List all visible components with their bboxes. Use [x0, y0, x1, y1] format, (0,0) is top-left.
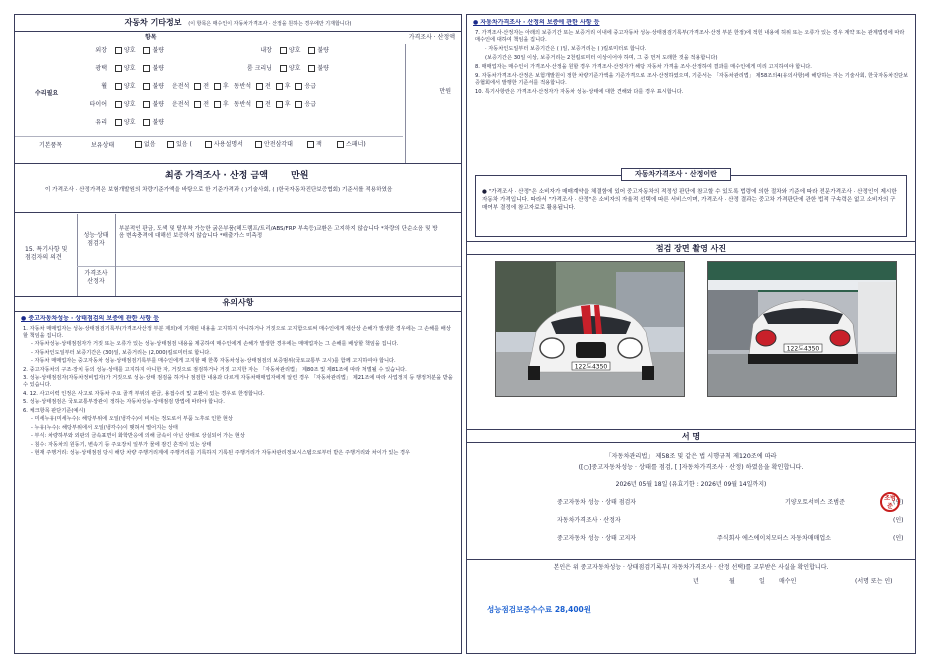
- caution-item: 4. 12. 사고이력 인정은 사고로 자동차 주요 골격 부위의 판금, 용접수리 및 교환이 있는 경우로 한정합니다.: [23, 390, 265, 397]
- seal-mark: (인): [893, 517, 904, 524]
- opt-label: 불량: [152, 101, 165, 108]
- opt-label: 응급: [304, 101, 317, 108]
- row-label: 운전석: [171, 83, 190, 90]
- signer-name: 주식회사 에스에이치모터스 자동차매매업소: [717, 535, 831, 542]
- opt-label: 불량: [317, 65, 329, 72]
- col-price-header: 가격조사 · 산정액: [408, 34, 455, 41]
- opt-label: 양호: [123, 101, 136, 108]
- caution-item: 3. 성능·상태점검자(자동차정비업자)가 거짓으로 성능·상태 점검을 하거나 점검한 내용과 다르게 자동차매매업자에게 알린 경우 「자동차관리법」 제21조에 따라 사업정지 등 행정처분을 받을 수 있습니다.: [23, 375, 453, 389]
- front-checkbox[interactable]: [256, 83, 271, 90]
- opt-label: 잭: [316, 141, 322, 148]
- inspector-seal-stamp: [880, 492, 900, 512]
- row-label: 외장: [95, 47, 107, 54]
- emergency-checkbox[interactable]: [295, 101, 316, 108]
- caution-item: - 자동차 매매업자는 중고자동차 성능·상태점검기록부를 매수인에게 고지할 때 한쪽 자동차성능·상태점검의 보증범위(국토교통부 고시)를 함께 고지하여야 합니다.: [31, 358, 396, 365]
- repair-row-tire: [77, 101, 407, 109]
- inspector-label: 성능·상태 점검자: [83, 232, 109, 247]
- row-label: 유리: [95, 119, 107, 126]
- seal-mark: (인): [893, 499, 904, 506]
- opt-label: 후: [284, 101, 291, 108]
- other-info-title: 자동차 기타정보: [124, 18, 182, 27]
- signature-law-line2: ([○]중고자동차성능 · 상태를 점검, [ ]자동차가격조사 · 산정) 하였음을 확인합니다.: [578, 464, 804, 471]
- bad-checkbox[interactable]: [143, 65, 164, 72]
- signature-law-line1: 「자동차관리법」 제58조 및 같은 법 시행규칙 제120조에 따라: [605, 453, 777, 460]
- repair-row-glass: [77, 119, 397, 127]
- warranty-fee-text: 성능점검보증수수료 28,400원: [487, 605, 592, 614]
- other-info-table: [15, 32, 461, 164]
- opt-label: 양호: [123, 65, 136, 72]
- basic-items-label: 기본품목: [39, 142, 63, 149]
- photo-section-title: 점검 장면 촬영 사진: [467, 241, 915, 255]
- opt-label: 전: [203, 101, 210, 108]
- rear-checkbox[interactable]: [276, 101, 291, 108]
- inspection-record-page: [14, 14, 916, 654]
- special-notes-label: 15. 특기사항 및 점검자의 의견: [25, 246, 68, 261]
- rear-car-photo: [707, 261, 897, 397]
- rear-checkbox[interactable]: [276, 83, 291, 90]
- rear-checkbox[interactable]: [214, 101, 229, 108]
- caution-list: [21, 326, 455, 458]
- warranty-section: [473, 19, 909, 145]
- warranty-item: 10. 특기사항란은 가격조사·산정자가 자동차 성능·상태에 대한 견해와 다를 경우 표시합니다.: [475, 88, 684, 95]
- opt-label: 양호: [123, 47, 136, 54]
- bad-checkbox[interactable]: [143, 83, 164, 90]
- front-car-image: [496, 262, 685, 397]
- receipt-year: 년: [693, 578, 699, 585]
- repair-needed-label: 수리필요: [35, 90, 59, 97]
- opt-label: 불량: [152, 47, 165, 54]
- good-checkbox[interactable]: [115, 47, 136, 54]
- caution-item: 2. 중고자동차의 구조·장치 등의 성능·상태를 고지하지 아니한 자, 거짓으로 점검하거나 거짓 고지한 자는 「자동차관리법」 제80조 및 제81조에 따라 처벌될 수 있습니다.: [23, 366, 407, 373]
- other-info-header: [15, 15, 461, 32]
- opt-label: 스패너: [346, 141, 364, 148]
- good-checkbox[interactable]: [280, 47, 301, 54]
- warranty-item: 7. 가격조사·산정자는 아래의 보증기간 또는 보증거리 이내에 중고자동차 성능·상태점검기록부(가격조사·산정 부분 한정)에 적힌 내용에 허위 또는 오류가 있는 경우 계약 또는 관계법령에 따라 매수인에 대하여 책임을 집니다.: [475, 29, 905, 43]
- row-label: 동반석: [233, 83, 252, 90]
- final-price-section: [15, 165, 461, 213]
- caution-item: 1. 자동차 매매업자는 성능·상태점검기록부(가격조사산정 부분 제외)에 기재된 내용을 고지하지 아니하거나 거짓으로 고지함으로써 매수인에게 재산상 손해가 발생한 경우에는 그 손해를 배상할 책임을 집니다.: [23, 325, 451, 339]
- opt-label: 불량: [317, 47, 329, 54]
- opt-label: 후: [222, 83, 229, 90]
- definition-text: ● "가격조사 · 산정"은 소비자가 매매계약을 체결함에 있어 중고자동차의 적정성 판단에 참고할 수 있도록 법령에 의한 절차와 기준에 따라 전문가격조사 · 산정인이 제시한 자동차 가격입니다. 따라서 "가격조사 · 산정"은 소비자의 자율적 선택에 따른 서비스이며, 가격조사 · 산정 결과는 중고차 가격판단에 관한 법적 구속력은 없고 소비자의 구매여부 결정에 참고자료로 활용됩니다.: [482, 189, 897, 212]
- rear-car-image: [708, 262, 897, 397]
- good-checkbox[interactable]: [115, 101, 136, 108]
- final-price-title: 최종 가격조사 · 산정 금액: [165, 171, 268, 181]
- col-item-header: 항목: [145, 34, 157, 41]
- bad-checkbox[interactable]: [143, 47, 164, 54]
- row-label: 광택: [95, 65, 107, 72]
- rear-plate-text: 122도4350: [786, 345, 820, 353]
- opt-label: 응급: [304, 83, 317, 90]
- warranty-item: 8. 매매업자는 매수인이 가격조사·산정을 원할 경우 가격조사·산정자가 해당 자동차 가격을 조사·산정하여 결과를 매수인에게 미리 고지하여야 합니다.: [475, 63, 812, 70]
- opt-label: 사용설명서: [214, 141, 243, 148]
- good-checkbox[interactable]: [115, 65, 136, 72]
- caution-body: [21, 315, 455, 649]
- repair-row-wheel: [77, 83, 407, 91]
- opt-label: 있음: [176, 141, 188, 148]
- emergency-checkbox[interactable]: [295, 83, 316, 90]
- opt-label: 불량: [152, 83, 165, 90]
- opt-label: 없음: [144, 141, 156, 148]
- receipt-text: 본인은 위 중고자동차성능 · 상태점검기록부( 자동차가격조사 · 산정 선택)를 교부받은 사실을 확인합니다.: [553, 564, 829, 571]
- signer-role: 중고자동차 성능 · 상태 점검자: [557, 499, 637, 506]
- opt-label: 전: [203, 83, 210, 90]
- stamp-text: 조범준: [884, 495, 896, 510]
- row-label: 운전석: [171, 101, 190, 108]
- opt-label: 양호: [123, 119, 136, 126]
- appraiser-label: 가격조사 산정자: [84, 270, 108, 285]
- good-checkbox[interactable]: [280, 65, 301, 72]
- basic-items-status: 보유상태: [91, 142, 115, 149]
- definition-title: 자동차가격조사 · 산정이란: [621, 168, 731, 181]
- caution-heading: ● 중고자동차성능 · 상태점검의 보증에 관한 사항 등: [21, 315, 160, 322]
- warranty-item: (보증기간은 30일 이상, 보증거리는 2천킬로미터 이상이어야 하며, 그 중 먼저 도래한 것을 적용합니다): [485, 54, 718, 61]
- rear-checkbox[interactable]: [214, 83, 229, 90]
- receipt-day: 일: [759, 578, 765, 585]
- basic-have-checkbox[interactable]: 있음 (: [167, 141, 192, 149]
- special-notes-text: 부분적인 판금, 도색 및 탈부착 가능한 굵은부품(헤드램프/트리/ABS/FRP 부속등)교환은 고지하지 않습니다 *차량의 단순소음 및 방음 변속충격에 대해선 보증하지 않습니다 *배출가스 미측정: [119, 226, 438, 239]
- caution-item: 5. 성능·상태점검은 국토교통부장관이 정하는 자동차성능·상태점검 방법에 따라야 합니다.: [23, 399, 225, 406]
- opt-label: 전: [265, 83, 271, 90]
- right-panel: [466, 14, 916, 654]
- caution-item: - 미세누유(미세누수): 해당부위에 오일(냉각수)이 비치는 정도로서 부품 노후로 인한 현상: [31, 416, 233, 423]
- opt-label: 후: [284, 83, 291, 90]
- warranty-heading: ● 자동차가격조사 · 산정의 보증에 관한 사항 등: [473, 19, 600, 26]
- opt-label: 불량: [152, 65, 165, 72]
- opt-label: 불량: [152, 119, 165, 126]
- opt-label: 양호: [123, 83, 136, 90]
- left-panel: [14, 14, 462, 654]
- bad-checkbox[interactable]: [143, 101, 164, 108]
- caution-item: - 침수: 자동차의 원동기, 변속기 등 주요장치 일부가 물에 잠긴 흔적이 있는 상태: [31, 441, 212, 448]
- signer-role: 자동차가격조사 · 산정자: [557, 517, 621, 524]
- front-checkbox[interactable]: [194, 83, 209, 90]
- repair-row-polish: [77, 65, 397, 73]
- opt-label: 후: [222, 101, 229, 108]
- signature-date: 2026년 05월 18일 (유효기한 : 2026년 09월 14일까지): [615, 481, 767, 488]
- warranty-item: 9. 자동차가격조사·산정은 보험개발원이 정한 차량기준가액을 기준가격으로 조사·산정하였으며, 기준서는 「자동차관리법」 제58조의4(유의사항)에 해당하는 자는 기술사회, 한국자동차진단보증협회에서 발행한 기준서를 적용합니다.: [475, 72, 909, 86]
- good-checkbox[interactable]: [115, 119, 136, 126]
- final-price-unit: 만원: [291, 171, 309, 181]
- caution-item: - 자동차성능·상태점검자가 거짓 또는 오류가 있는 성능·상태점검 내용을 제공하여 매수인에게 손해가 발생한 경우에는 매매업자는 그 손해를 배상할 책임을 집니다.: [31, 341, 399, 348]
- row-label: 타이어: [89, 101, 107, 108]
- basic-none-checkbox[interactable]: [135, 141, 156, 149]
- signer-name: 기양오토서비스 조범준: [785, 499, 845, 506]
- opt-label: 안전삼각대: [264, 141, 293, 148]
- receipt-section: [467, 559, 915, 593]
- spanner-checkbox[interactable]: 스패너): [337, 141, 366, 149]
- good-checkbox[interactable]: [115, 83, 136, 90]
- signer-role: 중고자동차 성능 · 상태 고지자: [557, 535, 637, 542]
- triangle-checkbox[interactable]: [255, 141, 293, 149]
- special-notes-section: [15, 214, 461, 297]
- signature-title: 서 명: [467, 429, 915, 443]
- basic-items-row: [15, 136, 403, 152]
- receipt-buyer: 매수인: [779, 578, 797, 585]
- repair-row-exterior: [77, 47, 397, 55]
- manual-checkbox[interactable]: [205, 141, 243, 149]
- front-car-photo: [495, 261, 685, 397]
- bad-checkbox[interactable]: [308, 65, 329, 72]
- receipt-month: 월: [729, 578, 735, 585]
- caution-item: - 부식: 차량하부와 외판의 금속표면이 화학반응에 의해 금속이 아닌 상태로 상실되어 가는 현상: [31, 433, 245, 440]
- warranty-list: [473, 30, 909, 96]
- jack-checkbox[interactable]: [307, 141, 322, 149]
- caution-item: - 자동차인도일부터 보증기간은 (30)일, 보증거리는 (2,000)킬로미터로 합니다.: [31, 349, 211, 356]
- final-price-note: 이 가격조사 · 산정가격은 보험개발원의 차량기준가액을 바탕으로 한 기준가격과 ( )기술사회, ( )한국자동차진단보증협회) 기준서를 적용하였음: [45, 187, 393, 193]
- caution-title: 유의사항: [15, 298, 461, 312]
- row-label: 룸 크리닝: [246, 65, 272, 72]
- row-label: 동반석: [233, 101, 252, 108]
- seal-mark: (인): [893, 535, 904, 542]
- caution-item: - 누유(누수): 해당부위에서 오일(냉각수)이 맺혀서 떨어지는 상태: [31, 424, 178, 431]
- price-unit-label: 만원: [439, 88, 451, 95]
- receipt-sign: (서명 또는 인): [855, 578, 893, 585]
- warranty-item: · 자동차인도일부터 보증기간은 ( )일, 보증거리는 ( )킬로미터로 합니다.: [485, 45, 647, 52]
- opt-label: 전: [265, 101, 271, 108]
- front-checkbox[interactable]: [194, 101, 209, 108]
- caution-item: 6. 체크항목 판단기준(예시): [23, 407, 86, 414]
- row-label: 휠: [101, 83, 107, 90]
- front-checkbox[interactable]: [256, 101, 271, 108]
- bad-checkbox[interactable]: [308, 47, 329, 54]
- opt-label: 양호: [288, 47, 301, 54]
- front-plate-text: 122도4350: [574, 363, 608, 371]
- bad-checkbox[interactable]: [143, 119, 164, 126]
- definition-box: [475, 170, 907, 237]
- caution-item: - 현재 주행거리: 성능·상태점검 당시 해당 차량 주행거리계에 주행거리를 기록하지 기록된 주행거리가 자동차관리정보시스템으로부터 받은 주행거리와 차이가 있는 경우: [31, 450, 411, 457]
- other-info-subtitle: (이 항목은 매수인이 자동차가격조사 · 산정을 원하는 경우에만 기재합니다): [188, 21, 352, 27]
- row-label: 내장: [260, 47, 272, 54]
- opt-label: 양호: [288, 65, 301, 72]
